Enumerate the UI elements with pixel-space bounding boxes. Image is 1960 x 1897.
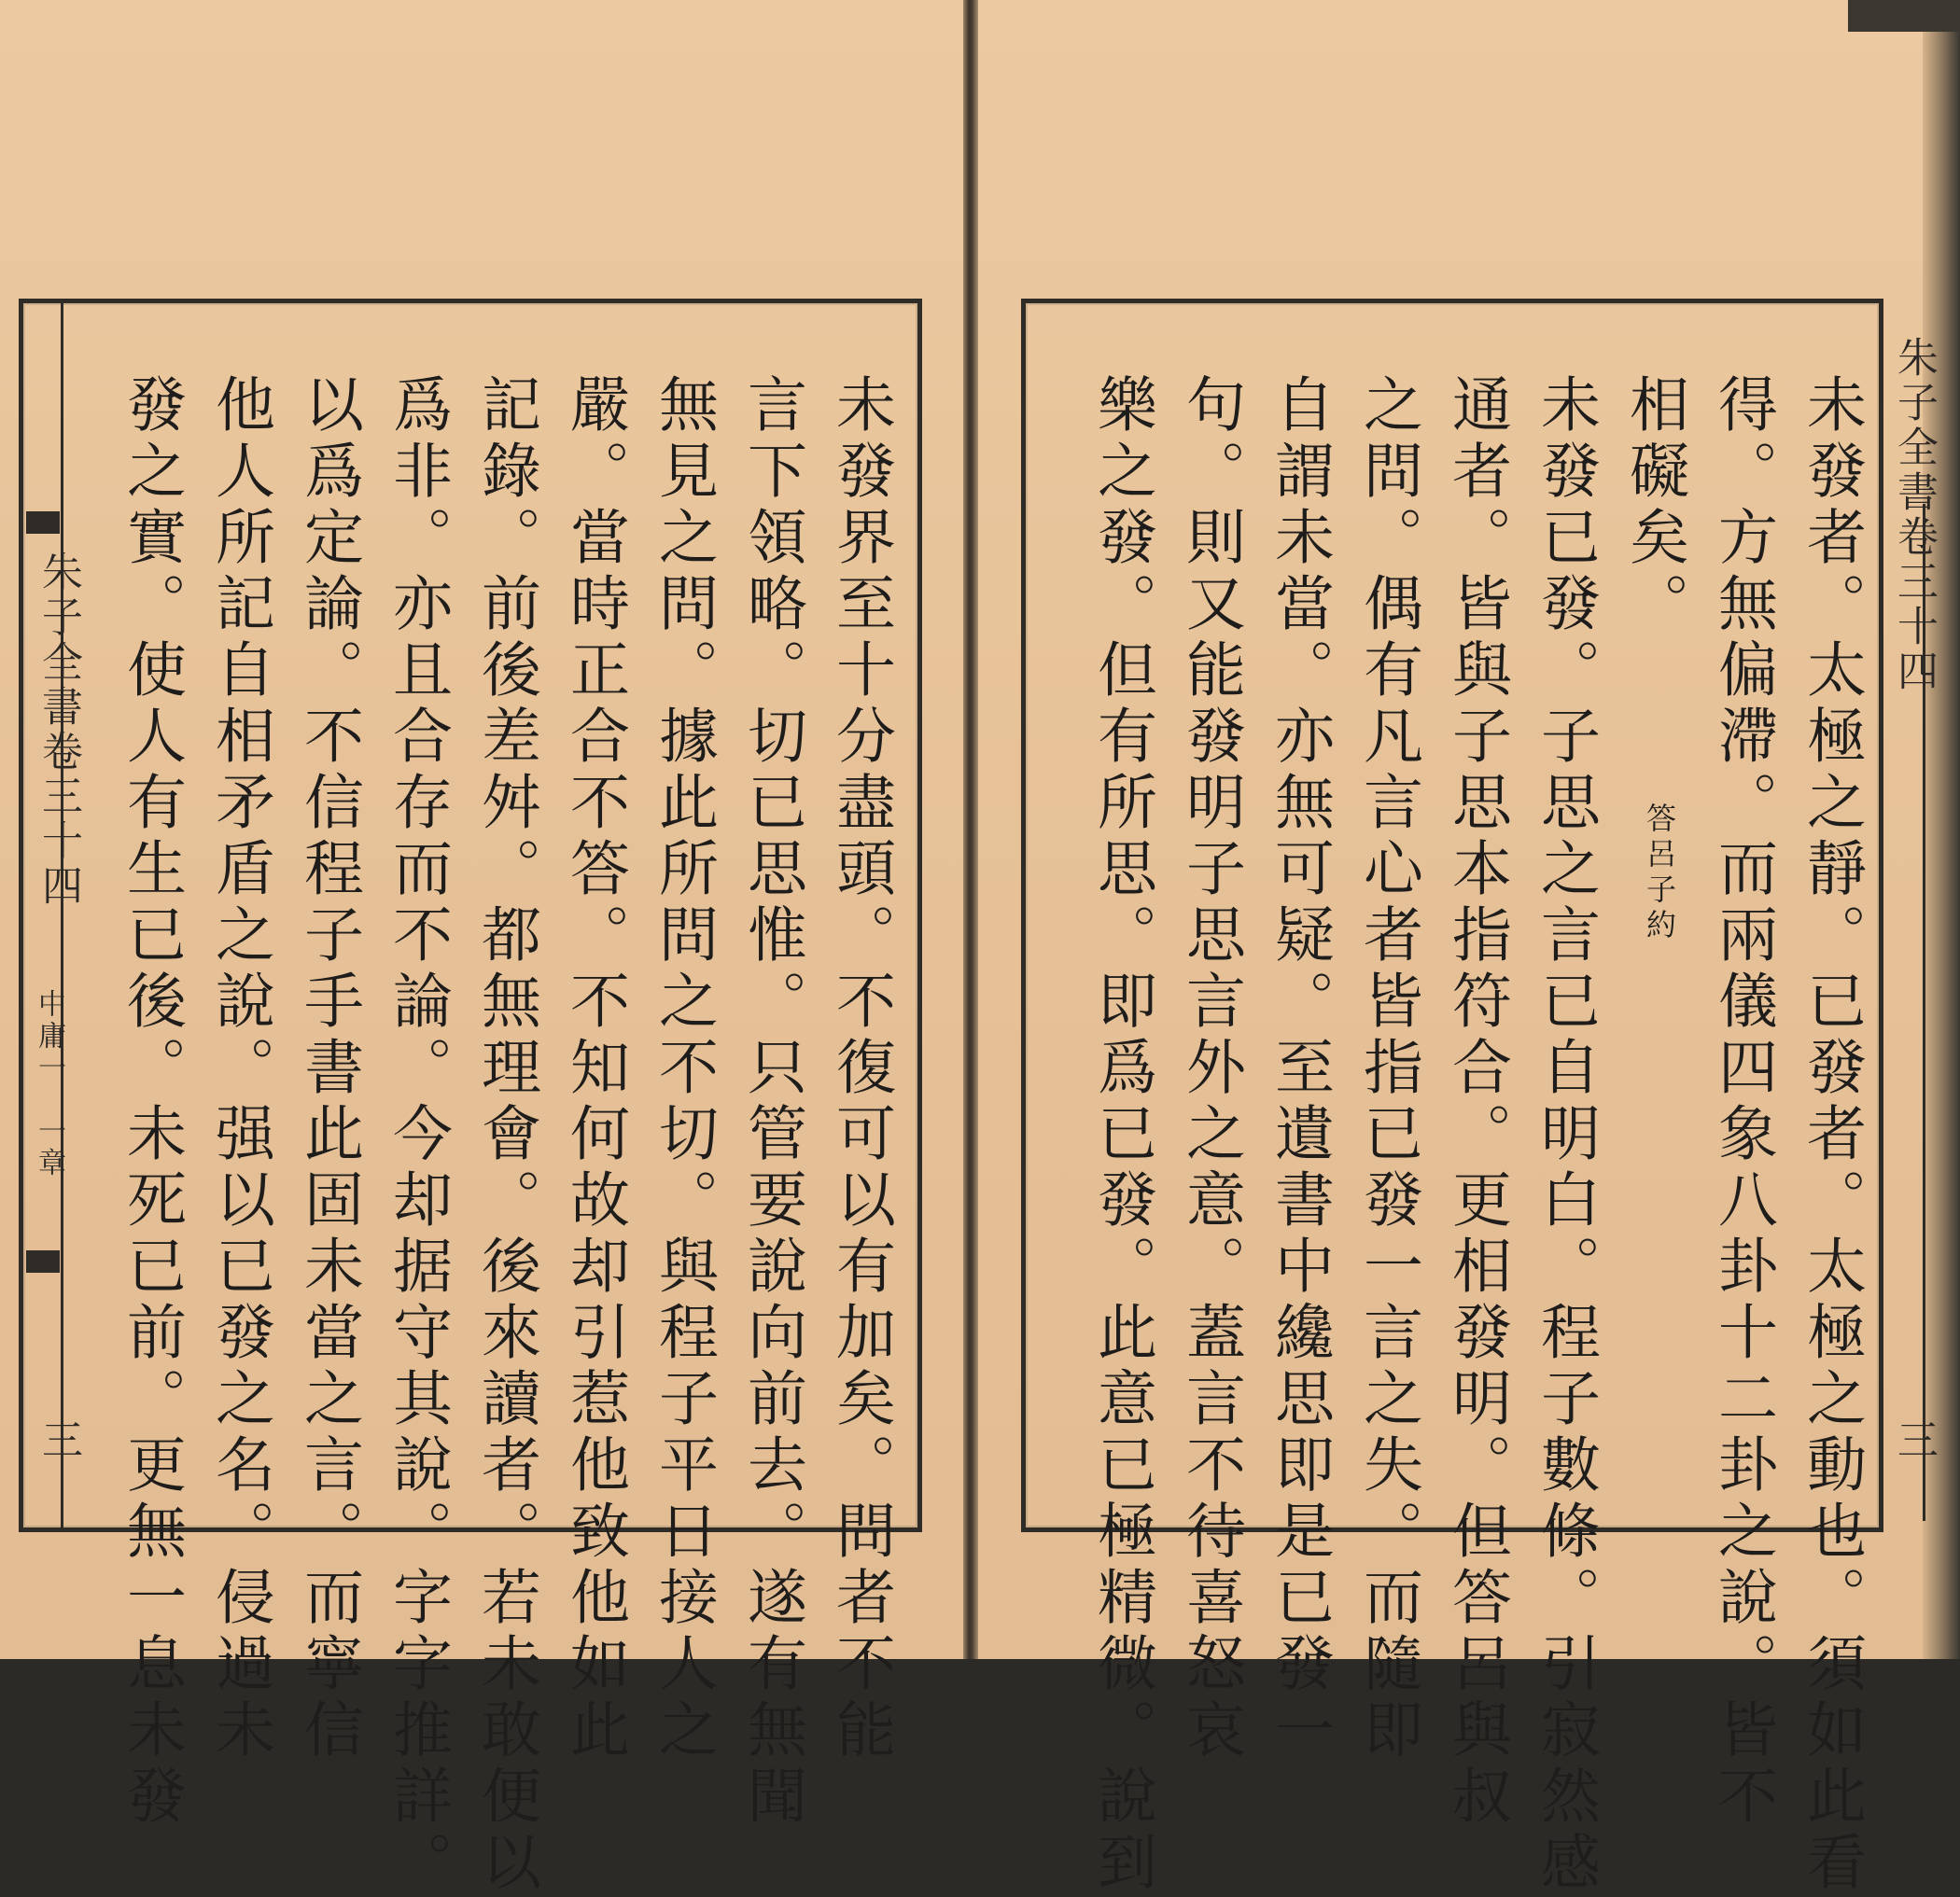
left-column-9: 發之實。使人有生已後。未死已前。更無一息未發 bbox=[117, 373, 186, 1831]
right-column-5: 通者。皆與子思本指符合。更相發明。但答呂與叔 bbox=[1442, 373, 1511, 1831]
left-column-6: 爲非。亦且合存而不論。今却据守其說。字字推詳。 bbox=[383, 373, 452, 1897]
left-column-4: 嚴。當時正合不答。不知何故却引惹他致他如此 bbox=[560, 373, 629, 1764]
left-column-3: 無見之問。據此所問之不切。與程子平日接人之 bbox=[649, 373, 718, 1764]
left-column-2: 言下領略。切已思惟。只管要說向前去。遂有無聞 bbox=[737, 373, 806, 1831]
right-column-2: 得。方無偏滯。而兩儀四象八卦十二卦之說。皆不 bbox=[1708, 373, 1777, 1831]
left-banxin-page: 三 bbox=[35, 1418, 82, 1459]
book-gutter bbox=[963, 0, 978, 1659]
right-column-3: 相礙矣。 bbox=[1619, 373, 1688, 638]
banxin-rule bbox=[61, 303, 63, 1527]
left-column-1: 未發界至十分盡頭。不復可以有加矣。問者不能 bbox=[826, 373, 895, 1764]
right-banxin-page: 三 bbox=[1890, 1418, 1938, 1459]
right-column-1: 未發者。太極之靜。已發者。太極之動也。須如此看 bbox=[1797, 373, 1866, 1897]
left-column-7: 以爲定論。不信程子手書此固未當之言。而寧信 bbox=[294, 373, 363, 1764]
left-banxin-sub: 中庸一 一章 bbox=[33, 989, 65, 1179]
left-banxin-title: 朱子全書卷三十四 bbox=[35, 551, 82, 909]
fishtail-bottom bbox=[26, 1250, 60, 1273]
page-corner bbox=[1848, 0, 1960, 32]
right-column-8: 句。則又能發明子思言外之意。蓋言不待喜怒哀 bbox=[1176, 373, 1245, 1764]
left-column-5: 記錄。前後差舛。都無理會。後來讀者。若未敢便以 bbox=[471, 373, 540, 1897]
left-column-8: 他人所記自相矛盾之說。强以已發之名。侵過未 bbox=[205, 373, 274, 1764]
right-banxin-title: 朱子全書卷三十四 bbox=[1890, 336, 1938, 694]
right-column-6: 之問。偶有凡言心者皆指已發一言之失。而隨即 bbox=[1353, 373, 1422, 1764]
fishtail-top bbox=[26, 511, 60, 534]
right-column-7: 自謂未當。亦無可疑。至遺書中纔思即是已發一 bbox=[1265, 373, 1334, 1764]
right-column-4: 未發已發。子思之言已自明白。程子數條。引寂然感 bbox=[1531, 373, 1600, 1897]
right-small-note: 答呂子約 bbox=[1642, 802, 1677, 944]
right-column-9: 樂之發。但有所思。即爲已發。此意已極精微。說到 bbox=[1087, 373, 1156, 1897]
page-edge bbox=[1923, 0, 1960, 1659]
